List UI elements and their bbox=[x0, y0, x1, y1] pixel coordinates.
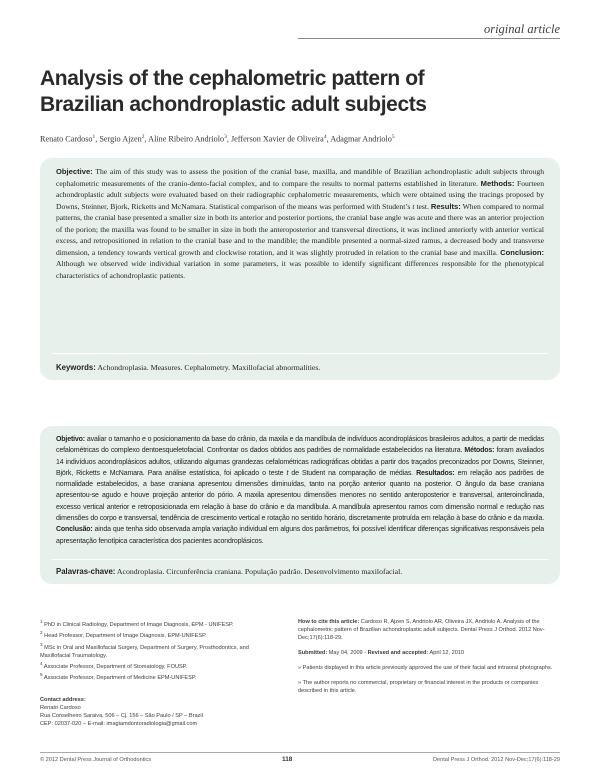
cite-article: How to cite this article: Cardoso R, Ajzen S, Andriolo AR, Oliveira JX, Andriolo A. Analysis of the cephalometric pattern of Brazilian achondroplastic adult subjects. Dental Press J Orthod. 2012 Nov-Dec;17(6):118-29. bbox=[298, 619, 545, 641]
keywords-portuguese: Palavras-chave: Acondroplasia. Circunferência craniana. População padrão. Desenvolvimento maxilofacial. bbox=[56, 567, 403, 576]
keywords-divider bbox=[52, 559, 548, 560]
contact-name: Renato Cardoso bbox=[40, 705, 81, 712]
author: Aline Ribeiro Andriolo bbox=[148, 134, 225, 144]
article-title: Analysis of the cephalometric pattern of Brazilian achondroplastic adult subjects bbox=[40, 67, 427, 116]
contact-address: Rua Conselheiro Saraiva, 506 – Cj. 156 – São Paulo / SP – Brazil bbox=[40, 713, 203, 720]
abstract-english bbox=[40, 158, 560, 380]
contact-email: CEP: 02037-020 – E-mail: imagiamdontoradiologia@gmail.com bbox=[40, 721, 198, 728]
author-list: Renato Cardoso$^1$, Sergio Ajzen$^2$, Aline Ribeiro Andriolo$^3$, Jefferson Xavier de Oliveira$^4$, Adagmar Andriolo$^5$ bbox=[40, 134, 395, 144]
submission-dates: Submitted: May 04, 2009 - Revised and accepted: April 12, 2010 bbox=[298, 650, 465, 656]
abstract-portuguese bbox=[40, 426, 560, 584]
article-info bbox=[298, 618, 560, 702]
footnote: $^3$ MSc in Oral and Maxillofacial Surgery, Department of Surgery, Prosthodontics, and Maxillofacial Traumatology. bbox=[40, 641, 249, 659]
footer-copyright: © 2012 Dental Press Journal of Orthodontics bbox=[40, 757, 152, 763]
footnote: $^1$ PhD in Clinical Radiology, Department of Image Diagnosis, EPM - UNIFESP. bbox=[40, 619, 234, 628]
author: Renato Cardoso bbox=[40, 134, 93, 144]
author: Sergio Ajzen bbox=[99, 134, 142, 144]
keywords-divider bbox=[52, 353, 548, 354]
author: Jefferson Xavier de Oliveira bbox=[230, 134, 324, 144]
page-number: 118 bbox=[282, 756, 293, 763]
footnote: $^2$ Head Professor, Department of Image Diagnosis, EPM-UNIFESP. bbox=[40, 630, 207, 640]
keywords-english: Keywords: Achondroplasia. Measures. Cephalometry. Maxillofacial abnormalities. bbox=[56, 363, 321, 372]
contact-label: Contact address: bbox=[40, 697, 86, 704]
abstract-portuguese-text: Objetivo: avaliar o tamanho e o posicionamento da base do crânio, da maxila e da mandíbula de indivíduos acondroplásicos brasileiros adultos, a partir de medidas cefalométricas do complexo dentoesqueletofacial. Confrontar os dados obtidos aos padrões de normalidade estabelecidos na literatura. Métodos: foram avaliados 14 indivíduos acondroplásicos adultos, utilizando algumas grandezas cefalométricas radiográficas obtidas a partir dos traçados preconizados por Downs, Steinner, Björk, Ricketts e McNamara. Para análise estatística, foi aplicado o teste t de Student na comparação de médias. Resultados: em relação aos padrões de normalidade estabelecidos, a base craniana apresentou dimensões diminuídas, tanto na porção anterior quanto na posterior. O ângulo da base craniana apresentou-se agudo e houve projeção anterior do pório. A maxila apresentou dimensões menores no sentido anteroposterior e transversal, anteroinclinada, excesso vertical anterior e retroposicionada em relação à base do crânio e da mandíbula. A mandíbula apresentou ramos com dimensão normal e redução nas dimensões do corpo e transversal, tendência de crescimento vertical e rotação no sentido horário, discretamente protruída em relação à base do crânio e da maxila. Conclusão: ainda que tenha sido observada ampla variação individual em alguns dos parâmetros, foi possível identificar diferenças significativas responsáveis pela apresentação fenotípica característica dos pacientes acondroplásicos. bbox=[56, 436, 544, 545]
author: Adagmar Andriolo bbox=[330, 134, 392, 144]
conflict-of-interest-note: » The author reports no commercial, proprietary or financial interest in the products or companies described in this article. bbox=[298, 680, 539, 694]
section-rule bbox=[298, 38, 560, 39]
affiliation-footnotes bbox=[40, 618, 280, 728]
footer-citation: Dental Press J Orthod. 2012 Nov-Dec;17(6):118-29 bbox=[432, 757, 560, 763]
footnote: $^5$ Associate Professor, Department of Medicine EPM-UNIFESP. bbox=[40, 672, 197, 682]
footnote: $^4$ Associate Professor, Department of Stomatology, FOUSP. bbox=[40, 661, 188, 670]
patient-consent-note: » Patients displayed in this article previously approved the use of their facial and intraoral photographs. bbox=[298, 665, 553, 671]
section-label: original article bbox=[483, 22, 560, 36]
footer-rule bbox=[40, 752, 560, 753]
abstract-english-text: Objective: The aim of this study was to assess the position of the cranial base, maxilla, and mandible of Brazilian achondroplastic adult subjects through cephalometric measurements of the cranio-dento-facial complex, and to compare the results to normal patterns established in literature. Methods: Fourteen achondroplastic adult subjects were evaluated based on their radiographic cephalometric measurements, which were obtained using the tracings proposed by Downs, Steinner, Bjork, Ricketts and McNamara. Statistical comparison of the means was performed with Student’s t test. Results: When compared to normal patterns, the cranial base presented a smaller size in both its anterior and posterior portions, the cranial base angle was acute and there was an anterior projection of the porion; the maxilla was found to be smaller in size in both the anteroposterior and transversal directions, it was inclined anteriorly with anterior vertical excess, and retropositioned in relation to the cranial base and to the mandible; the mandible presented a normal-sized ramus, a decreased body and transverse dimension, a tendency towards vertical growth and clockwise rotation, and it was slightly protruded in relation to the cranial base and maxilla. Conclusion: Although we observed wide individual variation in some parameters, it was possible to identify significant differences responsible for the phenotypical characteristics of achondroplastic patients. bbox=[56, 167, 544, 280]
